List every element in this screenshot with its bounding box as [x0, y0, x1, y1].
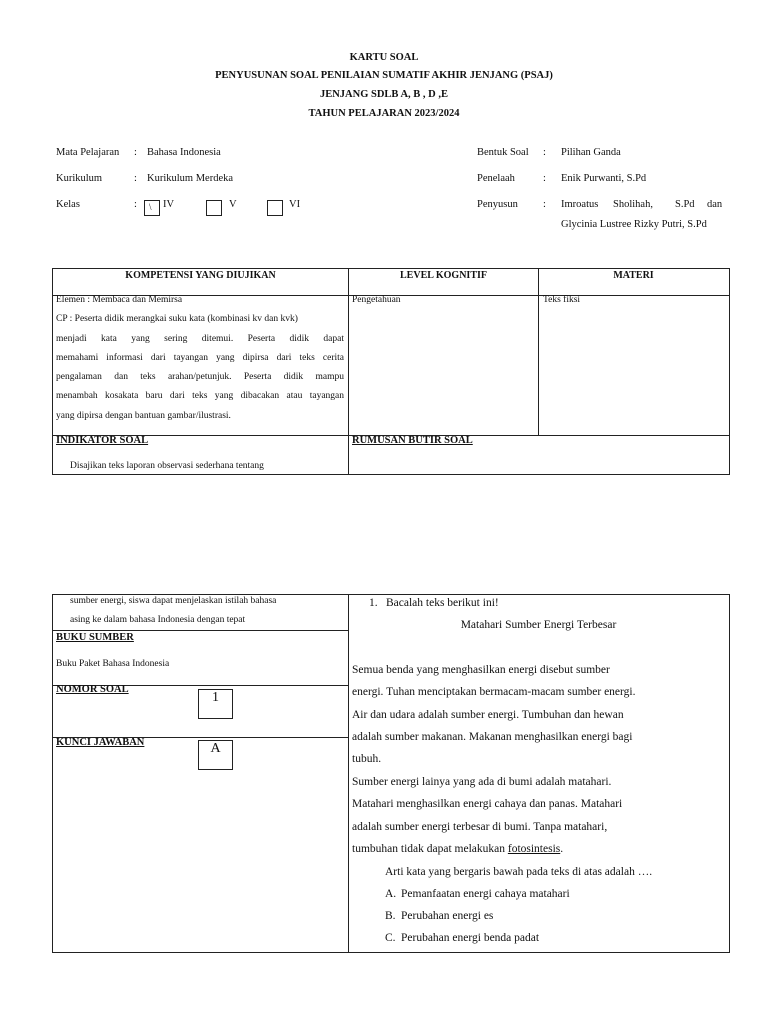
- option-b-letter: B.: [385, 910, 396, 922]
- kurikulum-label: Kurikulum: [56, 173, 103, 184]
- option-a-letter: A.: [385, 888, 397, 900]
- paragraph-line: [352, 838, 672, 860]
- kompetensi-line: CP : Peserta didik merangkai suku kata (kombinasi kv dan kvk): [56, 314, 298, 325]
- text-run: tumbuhan tidak dapat melakukan: [352, 842, 508, 855]
- kompetensi-line: pengalaman dan teks arahan/petunjuk. Peserta didik mampu: [56, 372, 344, 383]
- title-penyusunan: PENYUSUNAN SOAL PENILAIAN SUMATIF AKHIR JENJANG (PSAJ): [215, 70, 553, 81]
- kelas-label: Kelas: [56, 199, 80, 210]
- kelas-checkbox-v[interactable]: [206, 200, 222, 216]
- penyusun-word-4: dan: [707, 199, 723, 210]
- paragraph-line: adalah sumber makanan. Makanan menghasilkan energi bagi: [352, 730, 633, 743]
- colon: :: [134, 147, 137, 158]
- kompetensi-line: menambah kosakata baru dari teks yang dibacakan atau tayangan: [56, 391, 344, 402]
- underlined-word: fotosintesis: [507, 842, 561, 855]
- paragraph-line: tubuh.: [352, 753, 382, 766]
- reading-paragraph-2: [352, 771, 672, 860]
- indikator-cont-line-2: asing ke dalam bahasa Indonesia dengan tepat: [70, 615, 246, 625]
- text-run: .: [560, 842, 564, 855]
- nomor-soal-value: 1: [212, 690, 219, 705]
- colon: :: [543, 173, 546, 184]
- title-tahun: TAHUN PELAJARAN 2023/2024: [308, 108, 460, 119]
- header-kompetensi: KOMPETENSI YANG DIUJIKAN: [125, 270, 276, 281]
- indikator-label: INDIKATOR SOAL: [56, 435, 149, 446]
- kelas-option-v: V: [229, 199, 237, 210]
- buku-sumber-value: Buku Paket Bahasa Indonesia: [56, 659, 170, 669]
- kunci-jawaban-label: KUNCI JAWABAN: [56, 737, 145, 748]
- option-a-text: Pemanfaatan energi cahaya matahari: [401, 888, 570, 900]
- colon: :: [134, 199, 137, 210]
- rumusan-label: RUMUSAN BUTIR SOAL: [352, 435, 473, 446]
- question-intro: Bacalah teks berikut ini!: [386, 597, 499, 609]
- kelas-checkbox-vi[interactable]: [267, 200, 283, 216]
- indikator-line-1: Disajikan teks laporan observasi sederhana tentang: [70, 461, 264, 471]
- reading-paragraph-1: [352, 659, 672, 770]
- kompetensi-line: memahami informasi dari tayangan yang dipirsa dari teks cerita: [56, 352, 344, 363]
- option-c-text: Perubahan energi benda padat: [401, 932, 540, 944]
- header-materi: MATERI: [613, 270, 654, 281]
- kurikulum-value: Kurikulum Merdeka: [147, 173, 234, 184]
- reading-title: Matahari Sumber Energi Terbesar: [460, 619, 617, 631]
- divider: [348, 594, 349, 952]
- divider: [348, 268, 349, 474]
- paragraph-line: Matahari menghasilkan energi cahaya dan panas. Matahari: [352, 798, 623, 811]
- penyusun-word-2: Sholihah,: [613, 199, 653, 210]
- bentuk-label: Bentuk Soal: [477, 147, 529, 158]
- buku-sumber-label: BUKU SUMBER: [56, 632, 134, 643]
- kelas-option-iv: IV: [163, 199, 175, 210]
- title-jenjang: JENJANG SDLB A, B , D ,E: [319, 89, 449, 100]
- mapel-value: Bahasa Indonesia: [147, 147, 221, 158]
- colon: :: [134, 173, 137, 184]
- nomor-soal-box: [198, 689, 233, 719]
- level-value: Pengetahuan: [352, 295, 401, 305]
- colon: :: [543, 147, 546, 158]
- materi-value: Teks fiksi: [543, 295, 581, 305]
- kunci-jawaban-value: A: [210, 741, 221, 756]
- divider: [538, 268, 539, 435]
- mapel-label: Mata Pelajaran: [56, 147, 120, 158]
- penyusun-word-1: Imroatus: [561, 199, 599, 210]
- penyusun-line-2: Glycinia Lustree Rizky Putri, S.Pd: [561, 219, 707, 230]
- kompetensi-line: yang dipirsa dengan bantuan gambar/ilustrasi.: [56, 410, 231, 421]
- penelaah-value: Enik Purwanti, S.Pd: [561, 173, 647, 184]
- kompetensi-text: [56, 291, 344, 426]
- kunci-jawaban-box: [198, 740, 233, 770]
- question-stem: Arti kata yang bergaris bawah pada teks di atas adalah ….: [385, 866, 653, 878]
- indikator-cont-line-1: sumber energi, siswa dapat menjelaskan istilah bahasa: [70, 596, 277, 606]
- penyusun-label: Penyusun: [477, 199, 518, 210]
- colon: :: [543, 199, 546, 210]
- paragraph-line: Sumber energi lainya yang ada di bumi adalah matahari.: [352, 776, 612, 788]
- nomor-soal-label: NOMOR SOAL: [56, 684, 129, 695]
- paragraph-line: adalah sumber energi terbesar di bumi. Tanpa matahari,: [352, 820, 608, 833]
- paragraph-line: Air dan udara adalah sumber energi. Tumbuhan dan hewan: [352, 708, 624, 721]
- paragraph-line: Semua benda yang menghasilkan energi disebut sumber: [352, 664, 610, 676]
- kelas-option-vi: VI: [289, 199, 301, 210]
- option-c-letter: C.: [385, 932, 396, 944]
- kompetensi-line: Elemen : Membaca dan Memirsa: [56, 295, 183, 305]
- option-b-text: Perubahan energi es: [401, 910, 494, 922]
- title-kartu-soal: KARTU SOAL: [349, 52, 419, 63]
- penyusun-word-3: S.Pd: [675, 199, 695, 210]
- bentuk-value: Pilihan Ganda: [561, 147, 621, 158]
- kelas-checkbox-iv[interactable]: [144, 200, 160, 216]
- paragraph-line: energi. Tuhan menciptakan bermacam-macam sumber energi.: [352, 686, 636, 699]
- check-mark-icon: \: [149, 202, 152, 212]
- penelaah-label: Penelaah: [477, 173, 515, 184]
- header-level-kognitif: LEVEL KOGNITIF: [400, 270, 487, 281]
- kompetensi-line: menjadi kata yang sering ditemui. Peserta didik dapat: [56, 333, 344, 344]
- question-number: 1.: [369, 597, 378, 609]
